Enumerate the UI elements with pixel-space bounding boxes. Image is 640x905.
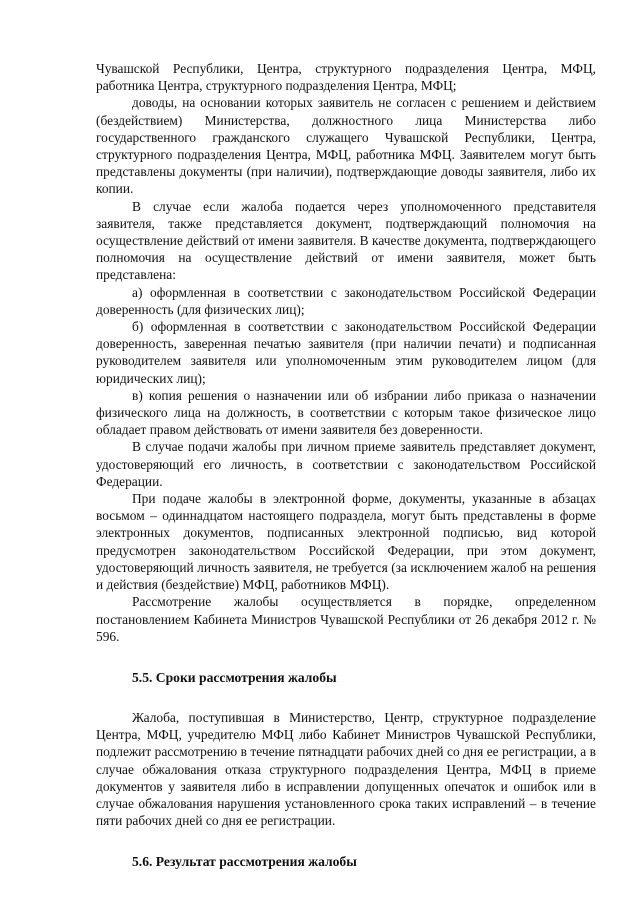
document-page: [96, 60, 596, 871]
heading-spacer: [96, 687, 596, 709]
section-heading-5-6: 5.6. Результат рассмотрения жалобы: [132, 854, 357, 870]
section-spacer: [96, 829, 596, 853]
paragraph-procedure: Рассмотрение жалобы осуществляется в порядке, определенном постановлением Кабинета Министров Чувашской Республики от 26 декабря 2012 г. № 596.: [96, 594, 596, 644]
section-heading-5-5: 5.5. Сроки рассмотрения жалобы: [132, 669, 337, 685]
paragraph-review-terms: Жалоба, поступившая в Министерство, Центр, структурное подразделение Центра, МФЦ, учредителю МФЦ либо Кабинет Министров Чувашской Республики, подлежит рассмотрению в течение пятнадцати рабочих дней со дня ее регистрации, а в случае обжалования отказа структурного подразделения Центра, МФЦ в приеме документов у заявителя либо в исправлении допущенных опечаток и ошибок или в случае обжалования нарушения установленного срока таких исправлений – в течение пяти рабочих дней со дня ее регистрации.: [96, 709, 596, 829]
list-item-v: в) копия решения о назначении или об избрании либо приказа о назначении физического лица на должность, в соответствии с которым такое физическое лицо обладает правом действовать от имени заявителя без доверенности.: [96, 387, 596, 438]
list-item-a: а) оформленная в соответствии с законодательством Российской Федерации доверенность (для физических лиц);: [96, 284, 596, 317]
paragraph-arguments: доводы, на основании которых заявитель не согласен с решением и действием (бездействием) Министерства, должностного лица Министерства либо государственного гражданского служащего Чувашской Республики, Центра, структурного подразделения Центра, МФЦ, работника МФЦ. Заявителем могут быть представлены документы (при наличии), подтверждающие доводы заявителя, либо их копии.: [96, 95, 596, 197]
list-item-b: б) оформленная в соответствии с законодательством Российской Федерации доверенность, заверенная печатью заявителя (при наличии печати) и подписанная руководителем заявителя или уполномоченным этим руководителем лицом (для юридических лиц);: [96, 319, 596, 386]
paragraph-personal-reception: В случае подачи жалобы при личном приеме заявитель представляет документ, удостоверяющий его личность, в соответствии с законодательством Российской Федерации.: [96, 439, 596, 489]
paragraph-electronic-form: При подаче жалобы в электронной форме, документы, указанные в абзацах восьмом – одиннадцатом настоящего подраздела, могут быть представлены в форме электронных документов, подписанных электронной подписью, вид которой предусмотрен законодательством Российской Федерации, при этом документ, удостоверяющий личность заявителя, не требуется (за исключением жалоб на решения и действия (бездействие) МФЦ, работников МФЦ).: [96, 491, 596, 593]
section-spacer: [96, 645, 596, 669]
paragraph-continuation: Чувашской Республики, Центра, структурного подразделения Центра, МФЦ, работника Центра, структурного подразделения Центра, МФЦ;: [96, 61, 596, 94]
paragraph-representative: В случае если жалоба подается через уполномоченного представителя заявителя, также представляется документ, подтверждающий полномочия на осуществление действий от имени заявителя. В качестве документа, подтверждающего полномочия на осуществление действий от имени заявителя, может быть представлена:: [96, 198, 596, 283]
